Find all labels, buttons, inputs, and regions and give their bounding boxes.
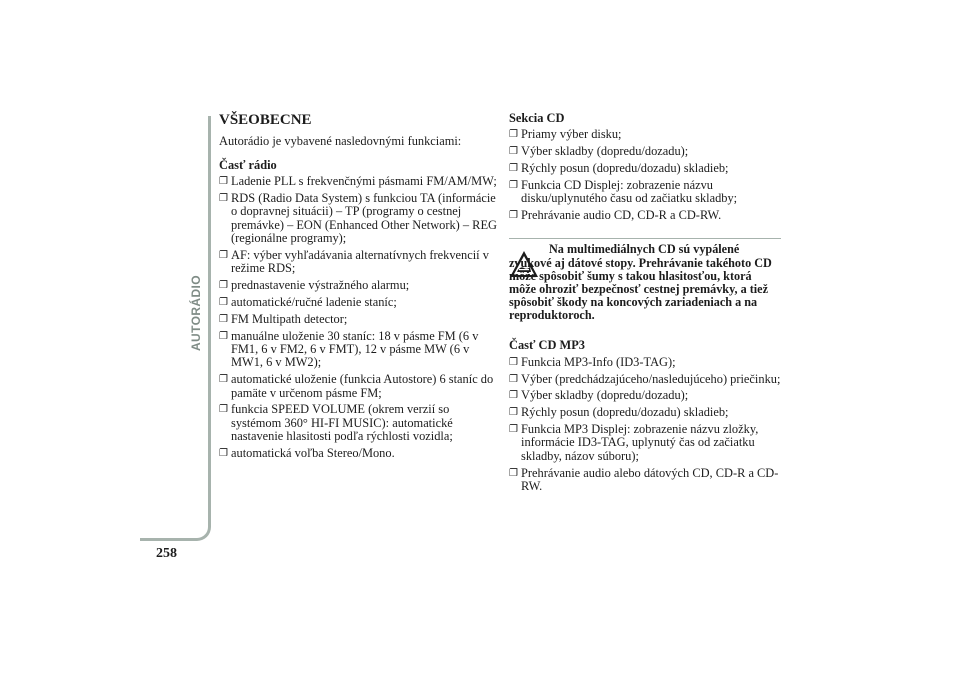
checkbox-bullet-icon: ❐	[509, 424, 518, 435]
warning-text: Na multimediálnych CD sú vypálené zvukové aj dátové stopy. Prehrávanie takéhoto CD môže spôsobiť šumy s takou hlasitosťou, ktorá môže ohroziť bezpečnosť cestnej premávky, a tiež spôsobiť škody na koncových zariadeniach a na reproduktoroch.	[509, 242, 772, 323]
list-item: ❐ FM Multipath detector;	[219, 311, 348, 326]
list-item: ❐ Rýchly posun (dopredu/dozadu) skladieb;	[509, 161, 729, 175]
checkbox-bullet-icon: ❐	[509, 146, 518, 158]
list-item: ❐ Prehrávanie audio CD, CD-R a CD-RW.	[509, 208, 722, 222]
list-item: ❐ automatické uloženie (funkcia Autostore) 6 staníc do pamäte v určenom pásme FM;	[219, 372, 494, 400]
list-item: ❐ manuálne uloženie 30 staníc: 18 v pásme FM (6 v FM1, 6 v FM2, 6 v FMT), 12 v pásme MW (6 v MW1, 6 v MW2);	[219, 328, 479, 370]
checkbox-bullet-icon: ❐	[219, 297, 228, 309]
checkbox-bullet-icon: ❐	[219, 374, 228, 386]
warning-box	[509, 238, 781, 325]
cd-feature-list	[509, 128, 781, 222]
checkbox-bullet-icon: ❐	[219, 250, 228, 262]
list-item: ❐ Ladenie PLL s frekvenčnými pásmami FM/AM/MW;	[219, 174, 497, 189]
checkbox-bullet-icon: ❐	[509, 373, 518, 385]
list-item: ❐ AF: výber vyhľadávania alternatívnych frekvencií v režime RDS;	[219, 248, 489, 276]
checkbox-bullet-icon: ❐	[219, 330, 228, 342]
chapter-side-label	[176, 258, 216, 368]
section-title: VŠEOBECNE	[219, 112, 312, 128]
list-item: ❐ Prehrávanie audio alebo dátových CD, CD-R a CD-RW.	[509, 465, 779, 494]
checkbox-bullet-icon: ❐	[219, 176, 228, 188]
radio-feature-list	[219, 175, 497, 460]
mp3-feature-list	[509, 356, 781, 494]
checkbox-bullet-icon: ❐	[219, 313, 228, 325]
list-item: ❐ automatická voľba Stereo/Mono.	[219, 446, 395, 461]
checkbox-bullet-icon: ❐	[219, 404, 228, 416]
list-item: ❐ Výber (predchádzajúceho/nasledujúceho) priečinku;	[509, 371, 781, 386]
checkbox-bullet-icon: ❐	[219, 193, 228, 205]
mp3-subheading: Časť CD MP3	[509, 338, 585, 353]
right-column	[509, 112, 781, 497]
list-item: ❐ Funkcia CD Displej: zobrazenie názvu disku/uplynutého času od začiatku skladby;	[509, 177, 738, 206]
checkbox-bullet-icon: ❐	[509, 179, 518, 191]
list-item: ❐ RDS (Radio Data System) s funkciou TA (informácie o dopravnej situácii) – TP (programy o cestnej premávke) – EON (Enhanced Other Network) – REG (regionálne programy);	[219, 191, 497, 246]
list-item: ❐ Rýchly posun (dopredu/dozadu) skladieb;	[509, 405, 729, 420]
checkbox-bullet-icon: ❐	[509, 356, 518, 368]
cd-subheading: Sekcia CD	[509, 111, 565, 125]
list-item: ❐ funkcia SPEED VOLUME (okrem verzií so systémom 360° HI-FI MUSIC): automatické nastavenie hlasitosti podľa rýchlosti vozidla;	[219, 402, 453, 444]
list-item: ❐ automatické/ručné ladenie staníc;	[219, 295, 397, 310]
left-column	[219, 112, 497, 464]
intro-text: Autorádio je vybavené nasledovnými funkciami:	[219, 134, 462, 149]
checkbox-bullet-icon: ❐	[219, 280, 228, 292]
radio-subheading: Časť rádio	[219, 157, 277, 172]
checkbox-bullet-icon: ❐	[509, 163, 518, 174]
checkbox-bullet-icon: ❐	[509, 467, 518, 479]
checkbox-bullet-icon: ❐	[509, 407, 518, 419]
checkbox-bullet-icon: ❐	[509, 210, 518, 221]
list-item: ❐ Priamy výber disku;	[509, 127, 622, 142]
checkbox-bullet-icon: ❐	[509, 129, 518, 141]
chapter-side-label-text: AUTORÁDIO	[189, 274, 204, 352]
list-item: ❐ Funkcia MP3-Info (ID3-TAG);	[509, 354, 676, 369]
checkbox-bullet-icon: ❐	[219, 448, 228, 460]
list-item: ❐ prednastavenie výstražného alarmu;	[219, 278, 410, 293]
page-number: 258	[156, 546, 177, 561]
list-item: ❐ Funkcia MP3 Displej: zobrazenie názvu zložky, informácie ID3-TAG, uplynutý čas od začiatku skladby, názov súboru);	[509, 422, 759, 463]
list-item: ❐ Výber skladby (dopredu/dozadu);	[509, 388, 689, 403]
list-item: ❐ Výber skladby (dopredu/dozadu);	[509, 144, 689, 159]
checkbox-bullet-icon: ❐	[509, 390, 518, 402]
